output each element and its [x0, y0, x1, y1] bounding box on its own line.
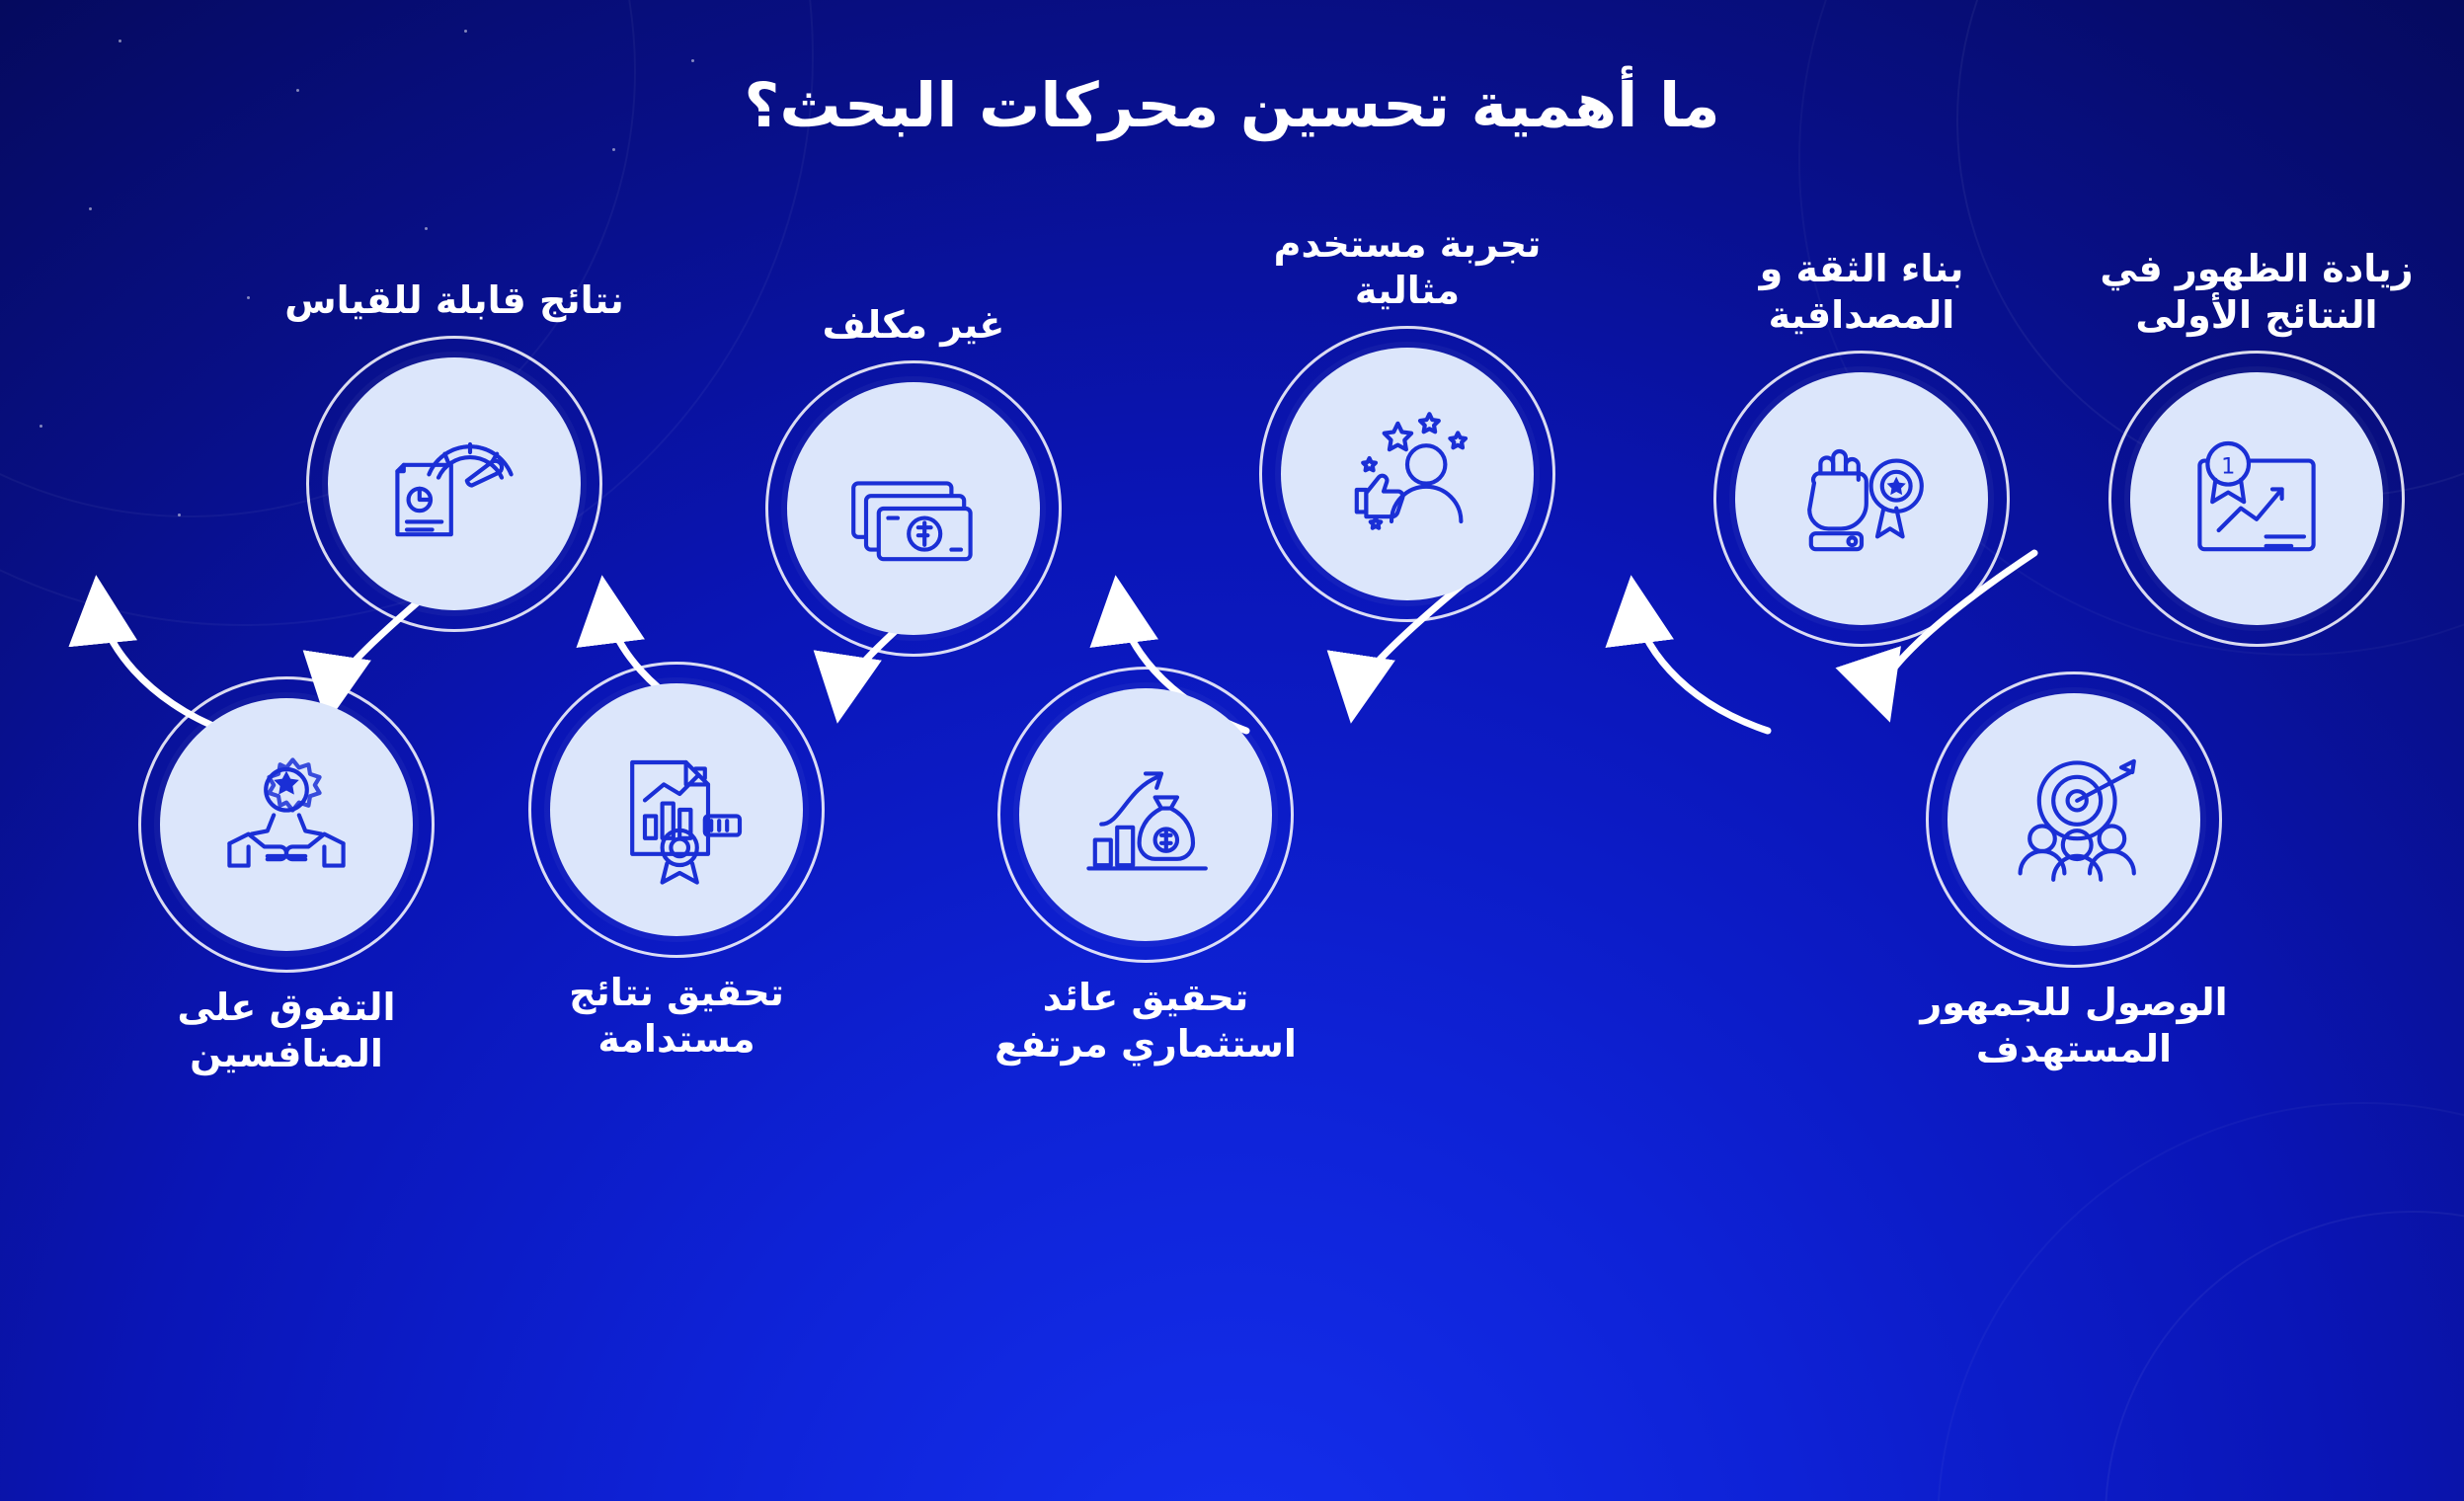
node-competitors-label: التفوق على المنافسين [177, 986, 396, 1076]
node-roi-label: تحقيق عائد استثماري مرتفع [994, 976, 1297, 1066]
user-thumbs-up-stars-icon [1281, 348, 1534, 600]
node-audience[interactable] [1920, 672, 2228, 1071]
node-trust-label: بناء الثقة و المصداقية [1759, 246, 1964, 337]
page-title: ما أهمية تحسين محركات البحث؟ [744, 68, 1720, 141]
node-ux-label: تجربة مستخدم مثالية [1273, 221, 1542, 312]
target-audience-icon [1947, 693, 2200, 946]
svg-text:1: 1 [2221, 453, 2236, 480]
node-trust[interactable] [1713, 246, 2010, 647]
node-visibility-label: زيادة الظهور في النتائج الأولى [2100, 246, 2414, 337]
node-low-cost[interactable] [765, 302, 1062, 657]
node-sustainable-label: تحقيق نتائج مستدامة [569, 971, 784, 1062]
growth-money-bag-icon [1019, 688, 1272, 941]
node-audience-label: الوصول للجمهور المستهدف [1920, 981, 2228, 1071]
ranking-chart-badge-icon [2130, 372, 2383, 625]
report-gauge-icon [328, 357, 581, 610]
node-measurable[interactable] [284, 277, 624, 632]
node-competitors[interactable] [138, 676, 435, 1076]
handshake-award-icon [160, 698, 413, 951]
node-sustainable[interactable] [528, 662, 825, 1062]
node-measurable-label: نتائج قابلة للقياس [284, 277, 624, 322]
fist-ribbon-badge-icon [1735, 372, 1988, 625]
document-chart-award-icon [550, 683, 803, 936]
process-diagram [0, 221, 2464, 1353]
node-low-cost-label: غير مكلف [822, 302, 1005, 347]
banknotes-money-icon [787, 382, 1040, 635]
node-ux[interactable] [1259, 221, 1555, 622]
node-roi[interactable] [994, 667, 1297, 1066]
node-visibility[interactable] [2100, 246, 2414, 647]
